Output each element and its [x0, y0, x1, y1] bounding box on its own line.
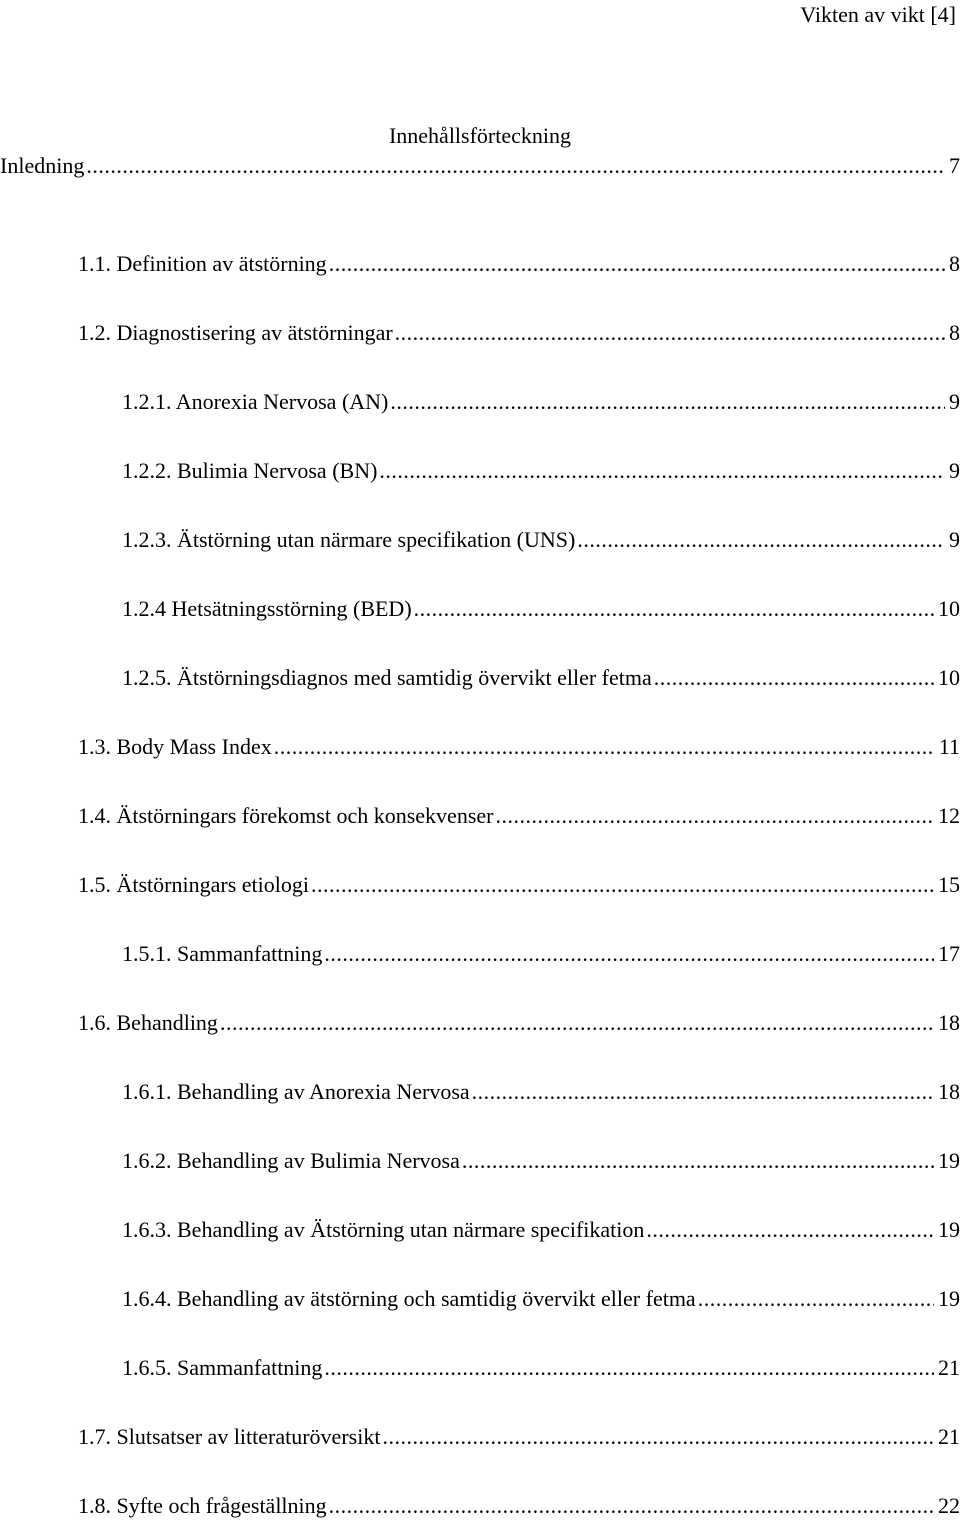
toc-entry-page: 8 — [949, 320, 960, 345]
toc-entry-page: 18 — [938, 1010, 960, 1035]
toc-entry-page: 9 — [949, 458, 960, 483]
dot-leader — [495, 802, 934, 830]
toc-entry-page: 9 — [949, 527, 960, 552]
toc-entry-1-5[interactable] — [78, 871, 960, 899]
dot-leader — [379, 457, 945, 485]
toc-entry-label: 1.3. Body Mass Index — [78, 734, 272, 759]
toc-entry-page: 19 — [938, 1286, 960, 1311]
toc-entry-1-4[interactable] — [78, 802, 960, 830]
toc-entry-1-2[interactable] — [78, 319, 960, 347]
toc-entry-page: 22 — [938, 1493, 960, 1518]
toc-entry-1-5-1[interactable] — [122, 940, 960, 968]
toc-entry-1-1[interactable] — [78, 250, 960, 278]
toc-entry-page: 19 — [938, 1217, 960, 1242]
toc-entry-1-2-1[interactable] — [122, 388, 960, 416]
toc-entry-label: 1.6.5. Sammanfattning — [122, 1355, 323, 1380]
toc-entry-1-8[interactable] — [78, 1492, 960, 1520]
dot-leader — [324, 940, 934, 968]
toc-entry-1-7[interactable] — [78, 1423, 960, 1451]
running-header: Vikten av vikt [4] — [800, 2, 956, 27]
toc-entry-page: 18 — [938, 1079, 960, 1104]
toc-entry-label: 1.2.1. Anorexia Nervosa (AN) — [122, 389, 389, 414]
dot-leader — [86, 152, 945, 180]
toc-entry-1-6-2[interactable] — [122, 1147, 960, 1175]
toc-title: Innehållsförteckning — [388, 123, 572, 148]
toc-entry-page: 12 — [938, 803, 960, 828]
toc-entry-inledning[interactable] — [0, 152, 960, 180]
dot-leader — [654, 664, 934, 692]
dot-leader — [395, 319, 945, 347]
dot-leader — [324, 1354, 934, 1382]
toc-entry-page: 8 — [949, 251, 960, 276]
toc-entry-1-6-1[interactable] — [122, 1078, 960, 1106]
dot-leader — [646, 1216, 934, 1244]
toc-entry-label: 1.1. Definition av ätstörning — [78, 251, 327, 276]
toc-entry-page: 21 — [938, 1424, 960, 1449]
dot-leader — [390, 388, 945, 416]
dot-leader — [462, 1147, 934, 1175]
dot-leader — [329, 250, 945, 278]
dot-leader — [274, 733, 935, 761]
toc-entry-1-6-4[interactable] — [122, 1285, 960, 1313]
toc-entry-page: 11 — [938, 734, 960, 759]
toc-entry-label: 1.5. Ätstörningars etiologi — [78, 872, 309, 897]
toc-entry-page: 10 — [938, 596, 960, 621]
toc-entry-label: Inledning — [0, 153, 85, 178]
toc-entry-label: 1.2.5. Ätstörningsdiagnos med samtidig övervikt eller fetma — [122, 665, 652, 690]
toc-entry-1-6-5[interactable] — [122, 1354, 960, 1382]
toc-entry-page: 7 — [949, 153, 960, 178]
toc-entry-label: 1.2.2. Bulimia Nervosa (BN) — [122, 458, 378, 483]
toc-entry-label: 1.7. Slutsatser av litteraturöversikt — [78, 1424, 381, 1449]
dot-leader — [698, 1285, 934, 1313]
dot-leader — [311, 871, 934, 899]
toc-entry-page: 10 — [938, 665, 960, 690]
toc-entry-label: 1.2.4 Hetsätningsstörning (BED) — [122, 596, 412, 621]
toc-entry-label: 1.6.1. Behandling av Anorexia Nervosa — [122, 1079, 470, 1104]
dot-leader — [329, 1492, 934, 1520]
toc-entry-label: 1.4. Ätstörningars förekomst och konsekvenser — [78, 803, 494, 828]
toc-entry-1-6[interactable] — [78, 1009, 960, 1037]
toc-entry-page: 9 — [949, 389, 960, 414]
toc-entry-label: 1.2.3. Ätstörning utan närmare specifikation (UNS) — [122, 527, 576, 552]
dot-leader — [577, 526, 945, 554]
toc-entry-1-2-5[interactable] — [122, 664, 960, 692]
toc-entry-label: 1.6. Behandling — [78, 1010, 218, 1035]
toc-entry-page: 15 — [938, 872, 960, 897]
toc-entry-page: 19 — [938, 1148, 960, 1173]
dot-leader — [382, 1423, 934, 1451]
dot-leader — [220, 1009, 934, 1037]
toc-entry-1-2-2[interactable] — [122, 457, 960, 485]
toc-entry-label: 1.6.3. Behandling av Ätstörning utan närmare specifikation — [122, 1217, 645, 1242]
toc-entry-label: 1.8. Syfte och frågeställning — [78, 1493, 327, 1518]
dot-leader — [414, 595, 934, 623]
toc-entry-1-6-3[interactable] — [122, 1216, 960, 1244]
toc-entry-page: 17 — [938, 941, 960, 966]
toc-entry-page: 21 — [938, 1355, 960, 1380]
toc-entry-1-2-3[interactable] — [122, 526, 960, 554]
toc-entry-1-2-4[interactable] — [122, 595, 960, 623]
dot-leader — [472, 1078, 934, 1106]
toc-entry-label: 1.6.2. Behandling av Bulimia Nervosa — [122, 1148, 460, 1173]
toc-entry-1-3[interactable] — [78, 733, 960, 761]
toc-entry-label: 1.5.1. Sammanfattning — [122, 941, 323, 966]
toc-entry-label: 1.2. Diagnostisering av ätstörningar — [78, 320, 393, 345]
toc-entry-label: 1.6.4. Behandling av ätstörning och samtidig övervikt eller fetma — [122, 1286, 696, 1311]
